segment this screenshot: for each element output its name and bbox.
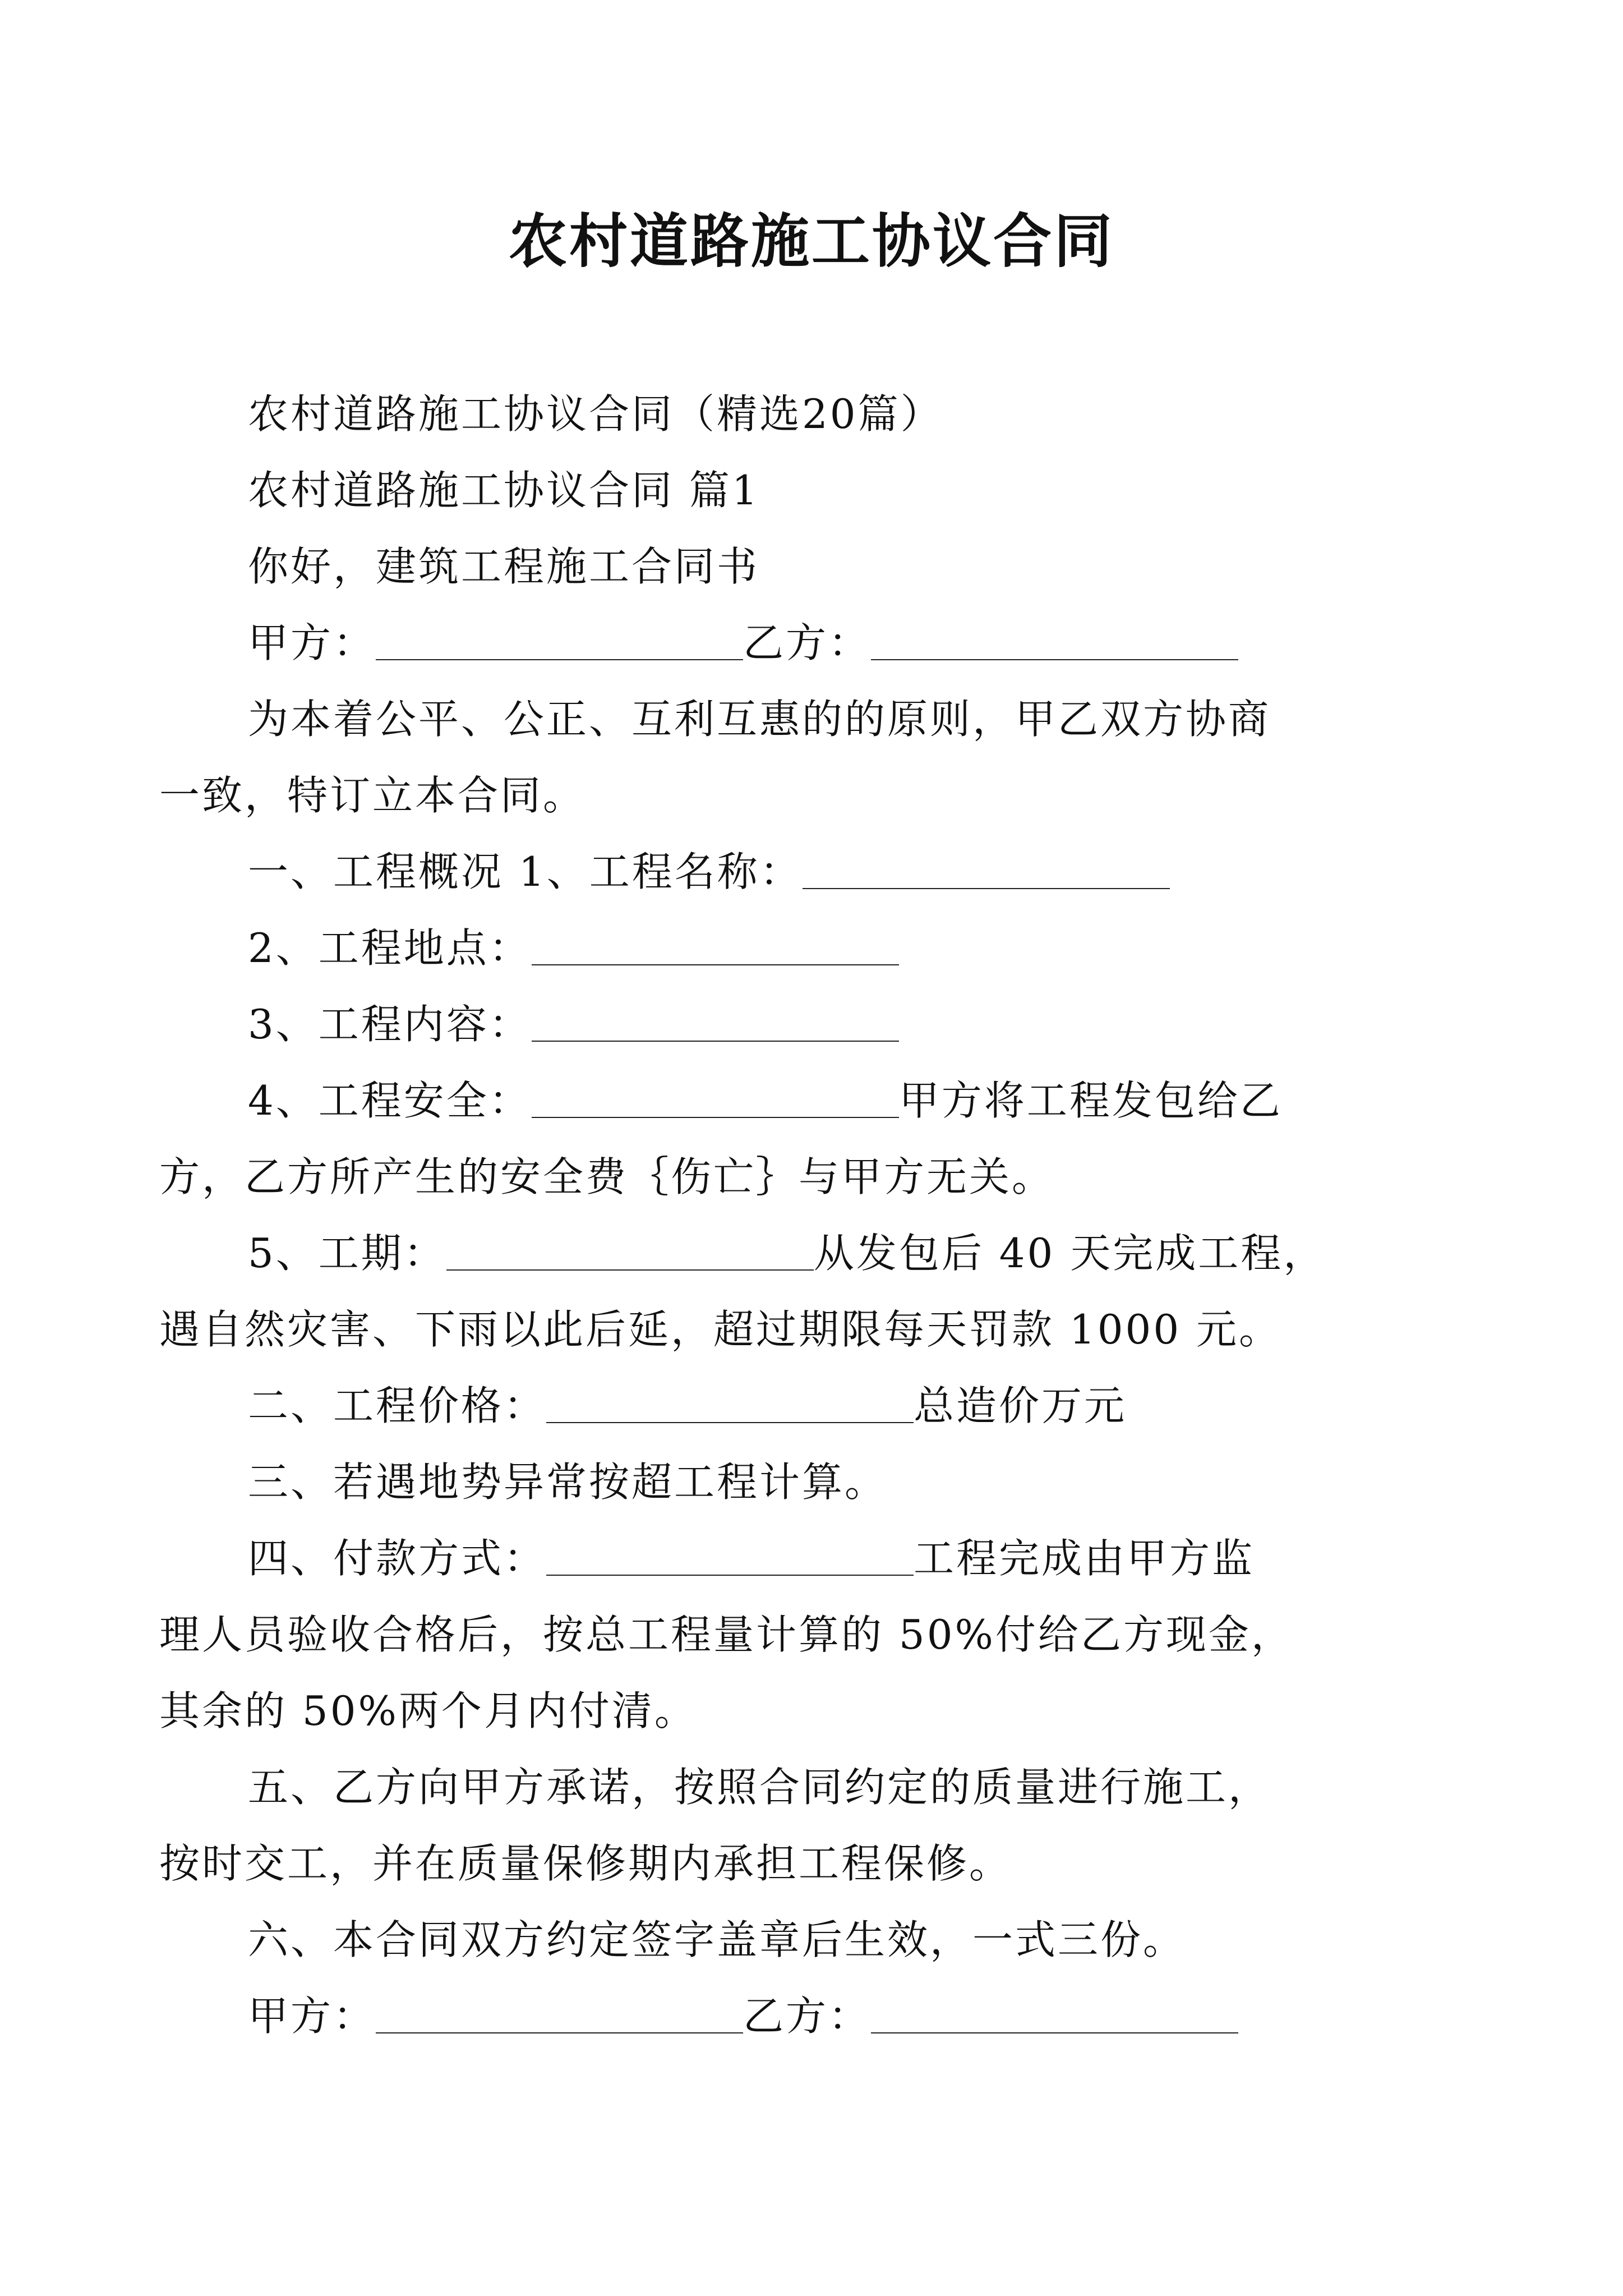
payment-line bbox=[248, 1520, 1392, 1596]
item-4-text-c: 方，乙方所产生的安全费｛伤亡｝与甲方无关。 bbox=[159, 1153, 1055, 1200]
item-1-line bbox=[248, 834, 1392, 910]
preamble-text-1: 为本着公平、公正、互利互惠的的原则，甲乙双方协商 bbox=[248, 696, 1271, 743]
item-5-line bbox=[248, 1215, 1392, 1291]
item-2-line bbox=[248, 910, 1392, 986]
payment-line-2 bbox=[159, 1596, 1392, 1673]
document-body bbox=[159, 376, 1392, 2054]
promise-text-1: 五、乙方向甲方承诺，按照合同约定的质量进行施工， bbox=[248, 1764, 1271, 1811]
subtitle: 农村道路施工协议合同（精选20篇） bbox=[248, 390, 943, 438]
payment-blank bbox=[546, 1534, 914, 1576]
project-safety-blank bbox=[532, 1076, 899, 1118]
project-content-blank bbox=[532, 1000, 899, 1042]
project-location-blank bbox=[532, 924, 899, 965]
preamble-line-2 bbox=[159, 757, 1392, 834]
preamble-text-2: 一致，特订立本合同。 bbox=[159, 772, 586, 819]
party-line bbox=[248, 605, 1392, 681]
project-name-blank bbox=[803, 848, 1170, 889]
item-4-line bbox=[248, 1062, 1392, 1139]
item-3-text: 3、工程内容： bbox=[248, 1001, 532, 1048]
terrain-text: 三、若遇地势异常按超工程计算。 bbox=[248, 1458, 888, 1506]
payment-text-d: 其余的 50%两个月内付清。 bbox=[159, 1687, 697, 1734]
greeting-line bbox=[248, 528, 1392, 605]
payment-text-a: 四、付款方式： bbox=[248, 1535, 547, 1582]
sign-party-b-label: 乙方： bbox=[743, 1993, 872, 2040]
price-line bbox=[248, 1368, 1392, 1444]
party-a-label: 甲方： bbox=[248, 619, 376, 666]
item-3-line bbox=[248, 986, 1392, 1062]
sign-party-a-label: 甲方： bbox=[248, 1993, 376, 2040]
price-blank bbox=[546, 1382, 914, 1423]
section-heading: 农村道路施工协议合同 篇1 bbox=[248, 467, 760, 514]
subtitle-line bbox=[248, 376, 1392, 452]
promise-line-2 bbox=[159, 1825, 1392, 1902]
item-2-text: 2、工程地点： bbox=[248, 924, 532, 972]
item-5-line-2 bbox=[159, 1291, 1392, 1368]
party-a-blank bbox=[376, 619, 743, 660]
document-title: 农村道路施工协议合同 bbox=[508, 206, 1114, 275]
preamble-line-1 bbox=[248, 681, 1392, 757]
item-5-text-b: 从发包后 40 天完成工程， bbox=[813, 1230, 1326, 1277]
promise-line-1 bbox=[248, 1749, 1392, 1825]
project-duration-blank bbox=[446, 1229, 814, 1271]
section-heading-line bbox=[248, 452, 1392, 528]
sign-party-b-blank bbox=[871, 1992, 1238, 2033]
price-text-b: 总造价万元 bbox=[914, 1382, 1127, 1429]
item-4-text-b: 甲方将工程发包给乙 bbox=[898, 1077, 1283, 1124]
sign-party-a-blank bbox=[376, 1992, 743, 2033]
payment-text-b: 工程完成由甲方监 bbox=[914, 1535, 1255, 1582]
payment-line-3 bbox=[159, 1673, 1392, 1749]
party-b-label: 乙方： bbox=[743, 619, 872, 666]
terrain-line bbox=[248, 1444, 1392, 1520]
promise-text-2: 按时交工，并在质量保修期内承担工程保修。 bbox=[159, 1840, 1012, 1887]
greeting: 你好，建筑工程施工合同书 bbox=[248, 543, 760, 590]
item-1-text: 一、工程概况 1、工程名称： bbox=[248, 848, 803, 895]
item-4-line-2 bbox=[159, 1139, 1392, 1215]
item-5-text-a: 5、工期： bbox=[248, 1230, 446, 1277]
item-4-text-a: 4、工程安全： bbox=[248, 1077, 532, 1124]
signature-line bbox=[248, 1978, 1392, 2054]
effect-line bbox=[248, 1902, 1392, 1978]
party-b-blank bbox=[871, 619, 1238, 660]
effect-text: 六、本合同双方约定签字盖章后生效，一式三份。 bbox=[248, 1916, 1186, 1963]
price-text-a: 二、工程价格： bbox=[248, 1382, 547, 1429]
payment-text-c: 理人员验收合格后，按总工程量计算的 50%付给乙方现金， bbox=[159, 1611, 1294, 1658]
item-5-text-c: 遇自然灾害、下雨以此后延，超过期限每天罚款 1000 元。 bbox=[159, 1306, 1282, 1353]
